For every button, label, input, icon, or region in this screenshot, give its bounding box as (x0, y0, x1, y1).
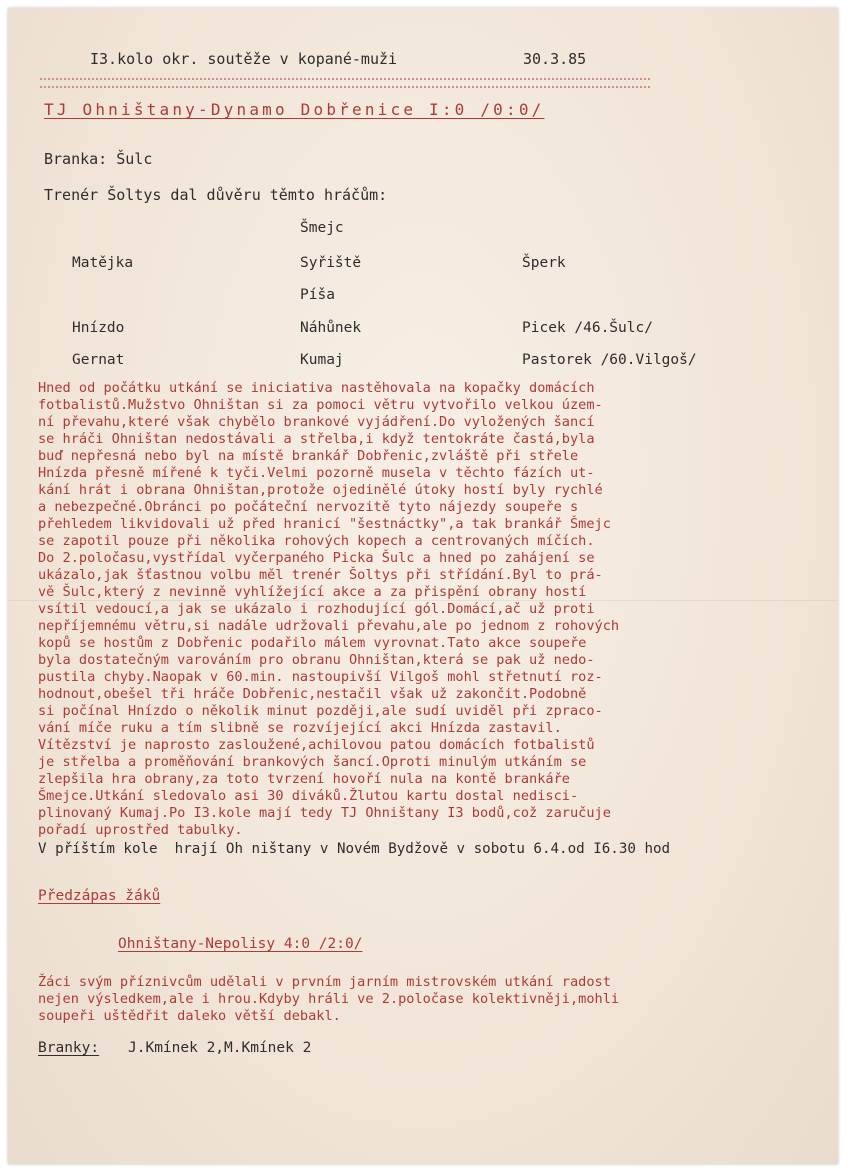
next-match-line: V příštím kole hrají Oh ništany v Novém Bydžově v sobotu 6.4.od I6.30 hod (38, 841, 671, 857)
player: Gernat (72, 352, 125, 368)
player: Hnízdo (72, 320, 125, 336)
player: Picek /46.Šulc/ (522, 320, 653, 336)
report-line: je střelba a proměňování brankových šancí.Oproti minulým utkáním se (38, 754, 587, 770)
report-line: Hnízda přesně mířené k tyči.Velmi pozorně musela v těchto fázích ut- (38, 465, 595, 481)
player: Matějka (72, 255, 134, 271)
youth-match: Ohništany-Nepolisy 4:0 /2:0/ (118, 936, 363, 952)
match-title: TJ Ohništany-Dynamo Dobřenice I:0 /0:0/ (44, 100, 545, 119)
player: Kumaj (300, 352, 344, 368)
report-line: ní převahu,které však chybělo brankové vyjádření.Do vyložených šancí (38, 414, 595, 430)
report-line: vě Šulc,který z nevinně vyhlížející akce a za přispění obrany hostí (38, 584, 587, 600)
player: Šperk (522, 255, 566, 271)
report-line: fotbalistů.Mužstvo Ohništan si za pomoci větru vytvořilo velkou územ- (38, 397, 603, 413)
report-line: si počínal Hnízdo o několik minut později,ale sudí uviděl při zpraco- (38, 703, 603, 719)
player: Syřiště (300, 255, 362, 271)
match-date: 30.3.85 (523, 50, 587, 68)
dotted-rule (40, 86, 650, 88)
youth-report-line: soupeři uštědřit daleko větší debakl. (38, 1008, 341, 1024)
youth-title: Předzápas žáků (38, 888, 161, 904)
dotted-rule (40, 78, 650, 80)
report-line: Do 2.poločasu,vystřídal vyčerpaného Picka Šulc a hned po zahájení se (38, 550, 595, 566)
report-line: buď nepřesná nebo byl na místě brankář Dobřenic,zvláště při střele (38, 448, 579, 464)
player-keeper: Šmejc (300, 220, 344, 236)
report-line: kání hrát i obrana Ohništan,protože ojedinělé útoky hostí byly rychlé (38, 482, 603, 498)
report-line: byla dostatečným varováním pro obranu Ohništan,která se pak už nedo- (38, 652, 595, 668)
youth-goals-label: Branky: (38, 1040, 100, 1056)
report-line: přehledem likvidovali už před hranicí "šestnáctky",a tak brankář Šmejc (38, 516, 611, 532)
report-line: vsítil vedoucí,a jak se ukázalo i rozhodující gól.Domácí,ač už proti (38, 601, 595, 617)
report-line: Hned od počátku utkání se iniciativa nastěhovala na kopačky domácích (38, 380, 595, 396)
report-line: pustila chyby.Naopak v 60.min. nastoupivší Vilgoš mohl střetnutí roz- (38, 669, 603, 685)
report-line: hodnout,obešel tři hráče Dobřenic,nestačil však už zakončit.Podobně (38, 686, 587, 702)
report-line: kopů se hostům z Dobřenic podařilo málem vyrovnat.Tato akce soupeře (38, 635, 587, 651)
report-line: vání míče ruku a tím slibně se rozvíjející akci Hnízda zastavil. (38, 720, 562, 736)
player: Píša (300, 287, 335, 303)
report-line: Šmejce.Utkání sledovalo asi 30 diváků.Žlutou kartu dostal nedisci- (38, 788, 579, 804)
report-line: a nebezpečné.Obránci po počáteční nervozitě tyto nájezdy soupeře s (38, 499, 579, 515)
coach-line: Trenér Šoltys dal důvěru těmto hráčům: (44, 186, 388, 204)
youth-report-line: Žáci svým příznivcům udělali v prvním jarním mistrovském utkání radost (38, 974, 611, 990)
youth-goals: J.Kmínek 2,M.Kmínek 2 (128, 1040, 312, 1056)
goal-scorer: Branka: Šulc (44, 150, 153, 168)
report-line: ukázalo,jak šťastnou volbu měl trenér Šoltys při střídání.Byl to prá- (38, 567, 603, 583)
report-line: Vítězství je naprosto zasloužené,achilovou patou domácích fotbalistů (38, 737, 595, 753)
report-line: se hráči Ohništan nedostávali a střelba,i když tentokráte častá,byla (38, 431, 595, 447)
player: Pastorek /60.Vilgoš/ (522, 352, 697, 368)
player: Náhůnek (300, 320, 362, 336)
report-line: se zapotil pouze při několika rohových kopech a centrovaných míčích. (38, 533, 595, 549)
round-title: I3.kolo okr. soutěže v kopané-muži (90, 50, 398, 68)
youth-report-line: nejen výsledkem,ale i hrou.Kdyby hráli ve 2.poločase kolektivněji,mohli (38, 991, 620, 1007)
report-line: nepříjemnému větru,si nadále udržovali převahu,ale po jednom z rohových (38, 618, 620, 634)
report-line: zlepšila hra obrany,za toto tvrzení hovoří nula na kontě brankáře (38, 771, 570, 787)
report-line: pořadí uprostřed tabulky. (38, 822, 243, 838)
report-line: plinovaný Kumaj.Po I3.kole mají tedy TJ Ohništany I3 bodů,což zaručuje (38, 805, 611, 821)
